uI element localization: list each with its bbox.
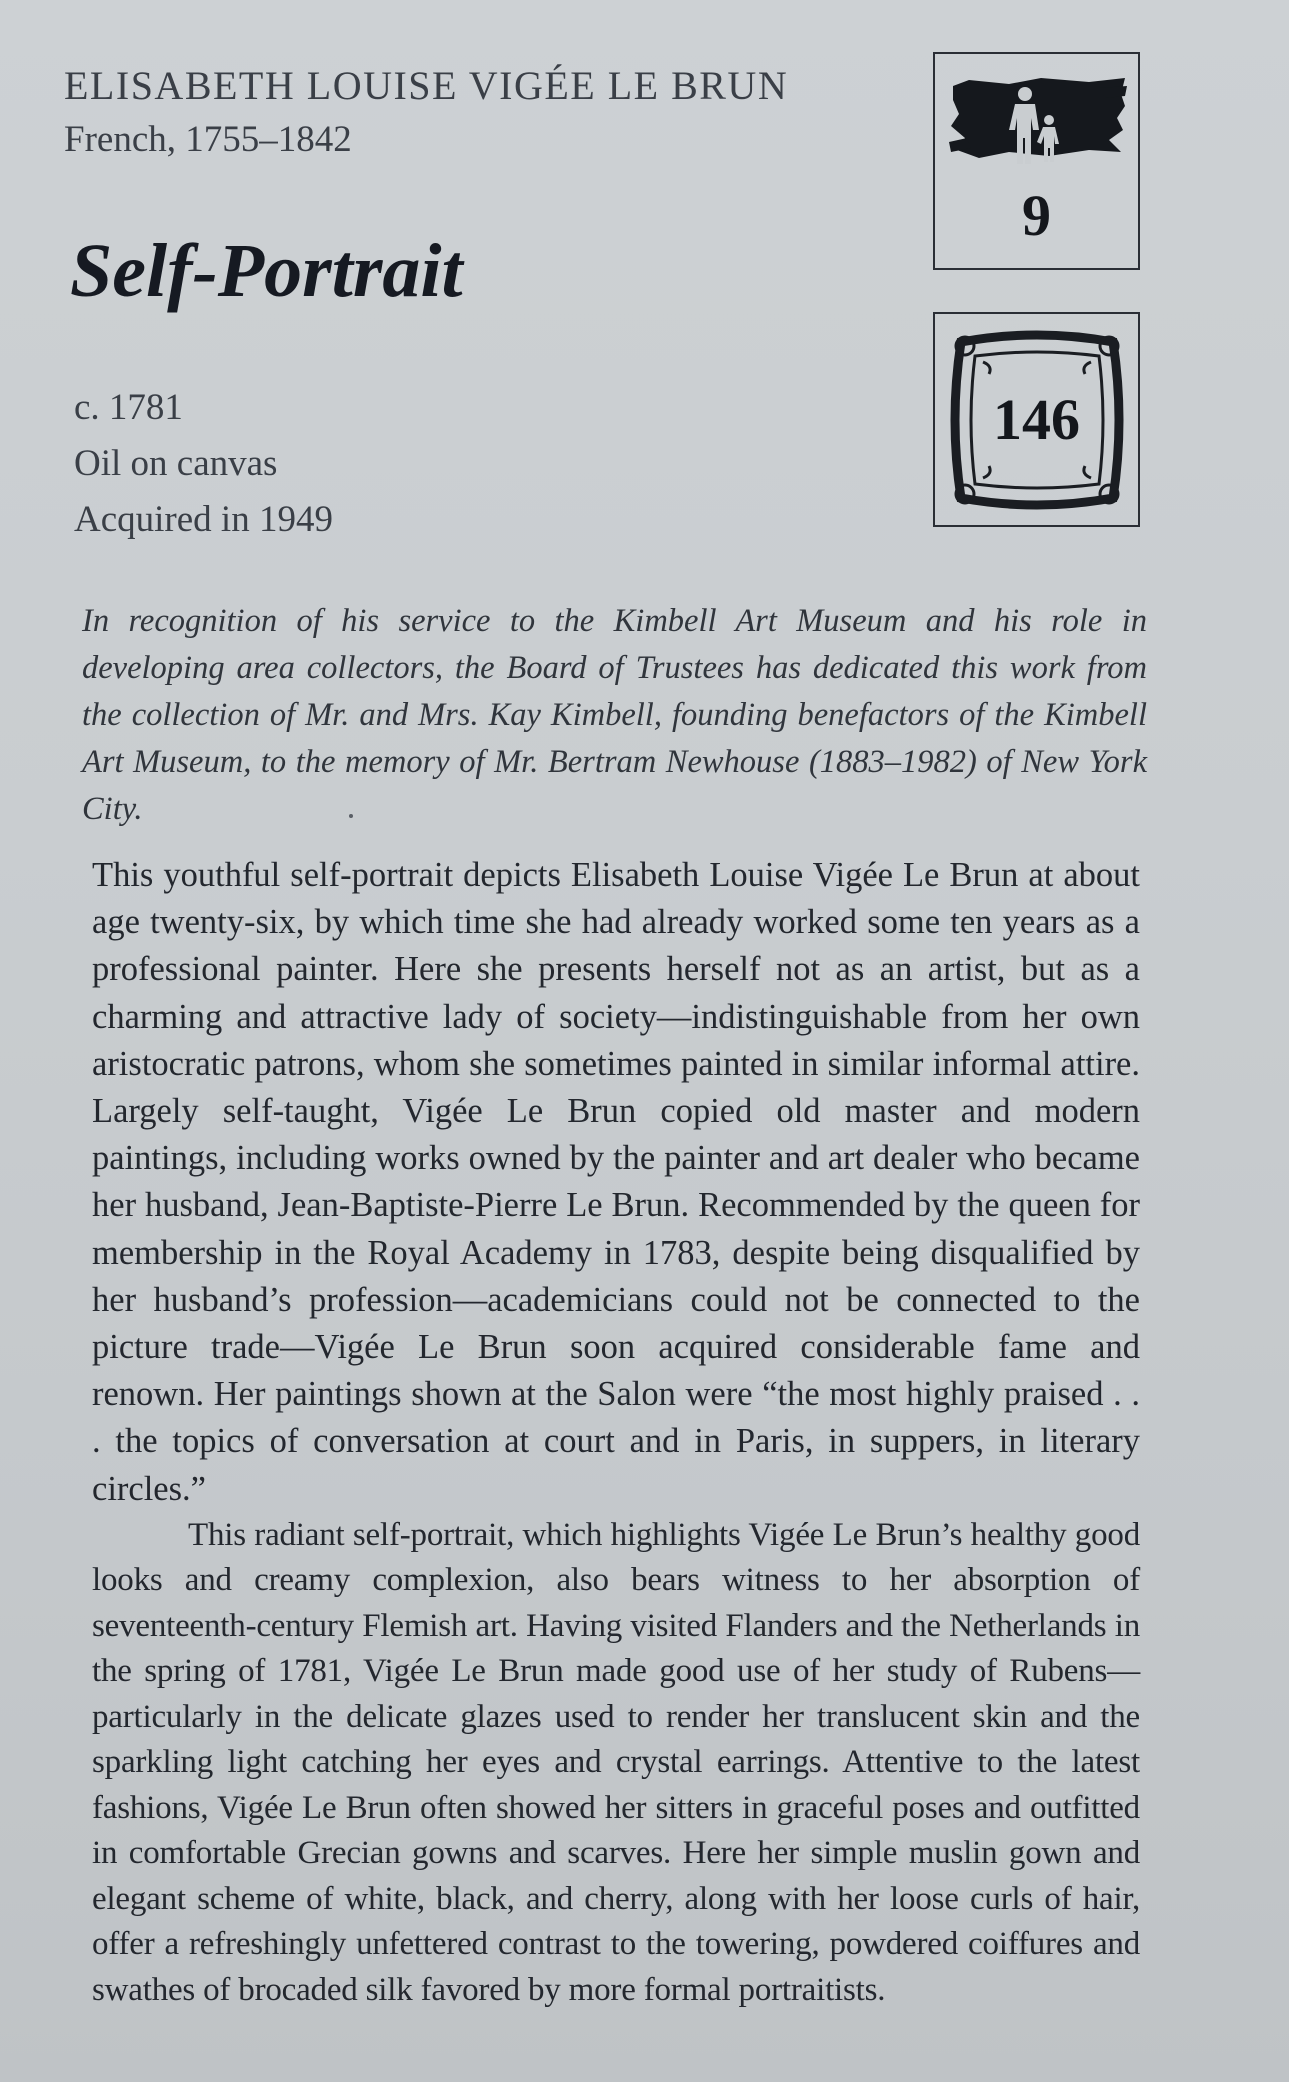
- dedication-text: In recognition of his service to the Kimbell Art Museum and his role in developing area collectors, the Board of Trustees has dedicated this work from the collection of Mr. and Mrs. Kay Kimbell, founding benefactors of the Kimbell Art Museum, to the memory of Mr. Bertram Newhouse (1883–1982) of New York City.: [82, 603, 1147, 827]
- artwork-date: c. 1781: [74, 387, 183, 428]
- artist-nationality-dates: French, 1755–1842: [64, 119, 352, 160]
- artwork-details: [74, 380, 333, 548]
- family-guide-badge: [933, 52, 1140, 270]
- description: [92, 852, 1140, 2013]
- artwork-medium: Oil on canvas: [74, 443, 278, 484]
- family-silhouette-icon: [949, 72, 1127, 168]
- description-paragraph: This youthful self-portrait depicts Elisabeth Louise Vigée Le Brun at about age twenty-six, by which time she had already worked some ten years as a professional painter. Here she presents herself not as an artist, but as a charming and attractive lady of society—indistinguishable from her own aristocratic patrons, whom she sometimes painted in similar informal attire. Largely self-taught, Vigée Le Brun copied old master and modern paintings, including works owned by the painter and art dealer who became her husband, Jean-Baptiste-Pierre Le Brun. Recommended by the queen for membership in the Royal Academy in 1783, despite being disqualified by her husband’s profession—academicians could not be connected to the picture trade—Vigée Le Brun soon acquired considerable fame and renown. Her paintings shown at the Salon were “the most highly praised . . . the topics of conversation at court and in Paris, in suppers, in literary circles.”: [92, 856, 1140, 1508]
- artist-name: ELISABETH LOUISE VIGÉE LE BRUN: [64, 63, 789, 108]
- audio-stop-badge: [933, 312, 1140, 527]
- description-paragraph: This radiant self-portrait, which highlights Vigée Le Brun’s healthy good looks and creamy complexion, also bears witness to her absorption of seventeenth-century Flemish art. Having visited Flanders and the Netherlands in the spring of 1781, Vigée Le Brun made good use of her study of Rubens—particularly in the delicate glazes used to render her translucent skin and the sparkling light catching her eyes and crystal earrings. Attentive to the latest fashions, Vigée Le Brun often showed her sitters in graceful poses and outfitted in comfortable Grecian gowns and scarves. Here her simple muslin gown and elegant scheme of white, black, and cherry, along with her loose curls of hair, offer a refreshingly unfettered contrast to the towering, powdered coiffures and swathes of brocaded silk favored by more formal portraitists.: [92, 1516, 1140, 2008]
- artwork-acquired: Acquired in 1949: [74, 499, 333, 540]
- artwork-title: Self-Portrait: [70, 229, 463, 313]
- decorative-dot: [349, 814, 353, 818]
- family-guide-number: 9: [1022, 183, 1051, 248]
- audio-stop-number: 146: [993, 387, 1080, 452]
